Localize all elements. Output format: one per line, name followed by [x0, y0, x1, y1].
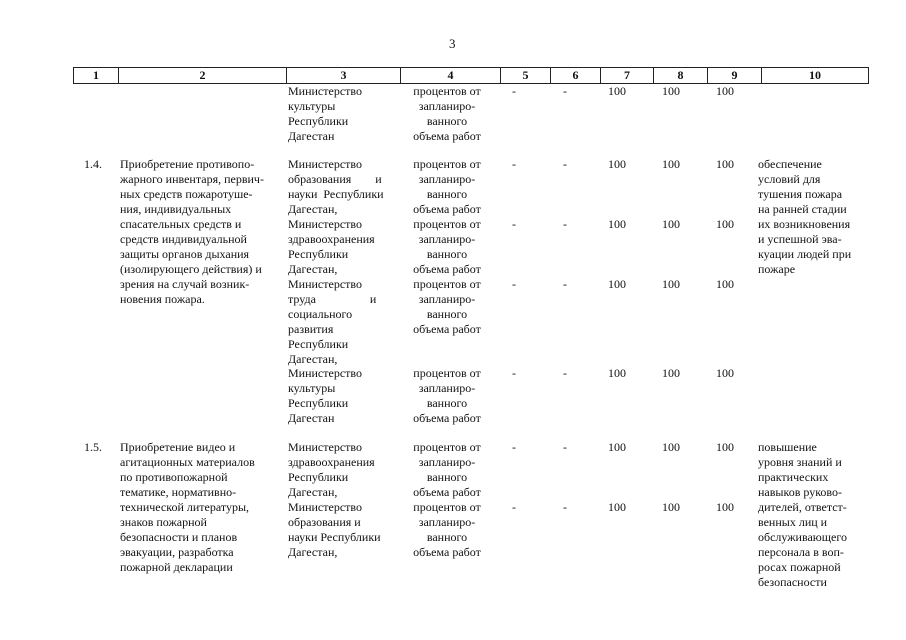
row-1-5-sub1-ministry: Министерство здравоохранения Республики Дагестан,	[288, 440, 375, 499]
row-1-5-sub1-col6: -	[563, 440, 567, 454]
row-1-4-result: обеспечение условий для тушения пожара на ранней стадии их возникновения и успешной эва- куации людей при пожаре	[758, 157, 852, 276]
row-1-5-sub2-col7: 100	[608, 500, 626, 514]
cont-col6: -	[563, 84, 567, 98]
page-number: 3	[449, 36, 456, 51]
row-1-4-sub1-col6: -	[563, 157, 567, 171]
row-1-5-result: повышение уровня знаний и практических навыков руково- дителей, ответст- венных лиц и обслуживающего персонала в воп- росах пожарной безопасности	[758, 440, 847, 589]
row-1-5-sub2-unit: процентов от запланиро- ванного объема работ	[413, 500, 481, 559]
col-header-5: 5	[501, 68, 551, 84]
row-1-4-sub1-unit: процентов от запланиро- ванного объема работ	[413, 157, 481, 216]
row-1-4-sub3-ministry: Министерство труда и социального развития Республики Дагестан,	[288, 277, 377, 366]
row-1-4-sub1-col5: -	[512, 157, 516, 171]
row-1-4-sub2-col5: -	[512, 217, 516, 231]
cont-col8: 100	[662, 84, 680, 98]
row-1-4-sub2-col6: -	[563, 217, 567, 231]
row-1-4-sub1-ministry: Министерство образования и науки Республики Дагестан,	[288, 157, 384, 216]
row-1-4-sub1-col8: 100	[662, 157, 680, 171]
row-1-5-sub1-col5: -	[512, 440, 516, 454]
row-1-4-sub3-col8: 100	[662, 277, 680, 291]
row-1-5-sub1-unit: процентов от запланиро- ванного объема работ	[413, 440, 481, 499]
row-1-4-sub1-col9: 100	[716, 157, 734, 171]
row-1-4-sub2-ministry: Министерство здравоохранения Республики Дагестан,	[288, 217, 375, 276]
col-header-9: 9	[708, 68, 762, 84]
col-header-1: 1	[74, 68, 119, 84]
col-header-4: 4	[401, 68, 501, 84]
row-1-4-sub4-col6: -	[563, 366, 567, 380]
row-1-5-sub1-col7: 100	[608, 440, 626, 454]
cont-col7: 100	[608, 84, 626, 98]
row-1-4-sub2-unit: процентов от запланиро- ванного объема работ	[413, 217, 481, 276]
row-1-5-sub1-col9: 100	[716, 440, 734, 454]
row-1-4-sub2-col8: 100	[662, 217, 680, 231]
row-1-4-sub4-col7: 100	[608, 366, 626, 380]
row-1-4-sub2-col7: 100	[608, 217, 626, 231]
row-1-4-sub4-ministry: Министерство культуры Республики Дагестан	[288, 366, 362, 425]
row-1-5-number: 1.5.	[84, 440, 102, 454]
row-1-5-sub2-col6: -	[563, 500, 567, 514]
row-1-4-sub4-col5: -	[512, 366, 516, 380]
row-1-4-name: Приобретение противопо- жарного инвентаря, первич- ных средств пожаротуше- ния, индивидуальных спасательных средств и средств индивидуальной защиты органов дыхания (изолирующего действия) и зрения на случай возник- новения пожара.	[120, 157, 264, 306]
row-1-4-sub3-col7: 100	[608, 277, 626, 291]
col-header-2: 2	[119, 68, 287, 84]
row-1-5-name: Приобретение видео и агитационных материалов по противопожарной тематике, нормативно- технической литературы, знаков пожарной безопасности и планов эвакуации, разработка пожарной декларации	[120, 440, 255, 574]
row-1-4-sub3-col5: -	[512, 277, 516, 291]
table-header	[73, 67, 869, 84]
cont-col9: 100	[716, 84, 734, 98]
cont-col5: -	[512, 84, 516, 98]
col-header-8: 8	[654, 68, 708, 84]
col-header-7: 7	[601, 68, 654, 84]
row-1-4-sub4-col9: 100	[716, 366, 734, 380]
row-1-4-number: 1.4.	[84, 157, 102, 171]
row-1-5-sub2-ministry: Министерство образования и науки Республики Дагестан,	[288, 500, 381, 559]
cont-unit: процентов от запланиро- ванного объема работ	[413, 84, 481, 143]
row-1-4-sub4-unit: процентов от запланиро- ванного объема работ	[413, 366, 481, 425]
row-1-4-sub1-col7: 100	[608, 157, 626, 171]
row-1-5-sub2-col8: 100	[662, 500, 680, 514]
cont-ministry: Министерство культуры Республики Дагестан	[288, 84, 362, 143]
row-1-4-sub2-col9: 100	[716, 217, 734, 231]
row-1-4-sub3-col9: 100	[716, 277, 734, 291]
row-1-4-sub3-unit: процентов от запланиро- ванного объема работ	[413, 277, 481, 336]
row-1-5-sub1-col8: 100	[662, 440, 680, 454]
row-1-5-sub2-col5: -	[512, 500, 516, 514]
row-1-4-sub3-col6: -	[563, 277, 567, 291]
row-1-5-sub2-col9: 100	[716, 500, 734, 514]
col-header-3: 3	[287, 68, 401, 84]
col-header-10: 10	[762, 68, 869, 84]
row-1-4-sub4-col8: 100	[662, 366, 680, 380]
col-header-6: 6	[551, 68, 601, 84]
